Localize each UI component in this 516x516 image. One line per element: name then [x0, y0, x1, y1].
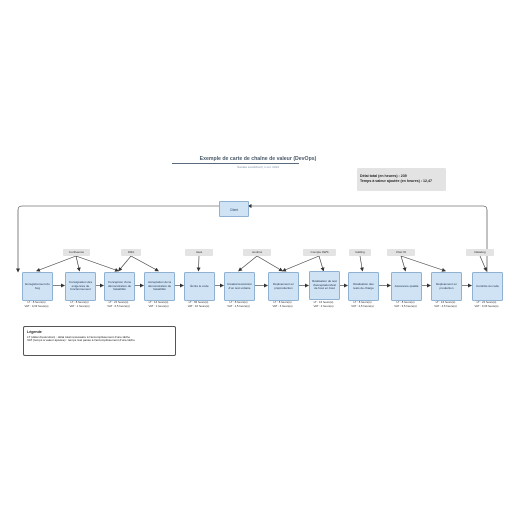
step-times [386, 301, 426, 308]
process-step-label: Acceptation de la démonstration de faisabilité [147, 280, 172, 292]
process-step-label: Assurance qualité [394, 283, 419, 288]
tool-link [131, 256, 159, 271]
process-step-label: Consignation des exigences de fonctionnement [68, 280, 93, 292]
tool-link [199, 256, 200, 271]
step-value-added-time: VAT : 4 heure(s) [272, 303, 293, 308]
step-lead-time: LT : 8 heure(s) [353, 300, 372, 304]
step-value-added-time: VAT : 3,5 heure(s) [394, 303, 417, 308]
tool-link [480, 256, 487, 271]
step-times [467, 301, 507, 308]
step-lead-time: LT : 8 heure(s) [229, 300, 248, 304]
process-step-label: Création/exécution d'un test unitaire [226, 281, 252, 290]
tool-confluence: Confluence [63, 249, 90, 256]
step-lead-time: LT : 8 heure(s) [70, 300, 89, 304]
step-value-added-time: VAT : 4,5 heure(s) [434, 303, 457, 308]
step-value-added-time: VAT : 2,5 heure(s) [351, 303, 374, 308]
step-times [219, 301, 259, 308]
step-lead-time: LT : 16 heure(s) [435, 300, 456, 304]
lead-time-total: Délai total (en heures) : 239 [360, 174, 407, 178]
legend-box [23, 326, 176, 356]
tool-link [37, 256, 77, 271]
diagram-subtitle: Société Lucidchart | 1 oct. 2013 [237, 165, 279, 169]
process-step [472, 272, 503, 301]
tool-chef-io: Chef.IO [387, 249, 415, 256]
process-step [391, 272, 422, 301]
process-step-label: Écrire le code [190, 283, 209, 288]
process-step [309, 271, 340, 300]
tool-gatling: Gatling [349, 249, 371, 256]
process-step [184, 272, 215, 301]
client-node [219, 201, 249, 217]
legend-lt-definition: LT (délai d'exécution) : délai total nécessaire à l'accomplissement d'une tâche [27, 334, 130, 339]
step-lead-time: LT : 8 heure(s) [273, 300, 292, 304]
tool-jira: JIRA [121, 249, 141, 256]
tool-link [319, 256, 324, 271]
step-value-added-time: VAT : 1 heure(s) [69, 303, 90, 308]
step-value-added-time: VAT : 0,33 heure(s) [24, 303, 49, 308]
step-lead-time: LT : 8 heure(s) [396, 300, 415, 304]
step-value-added-time: VAT : 16 heure(s) [187, 303, 210, 308]
tool-link [360, 256, 363, 271]
step-value-added-time: VAT : 0,33 heure(s) [474, 303, 499, 308]
step-value-added-time: VAT : 1 heure(s) [148, 303, 169, 308]
step-value-added-time: VAT : 4 heure(s) [313, 303, 334, 308]
process-step-label: Enregistrement du bug [25, 281, 50, 290]
tool-link [283, 256, 320, 271]
tool-link [76, 256, 119, 271]
process-step [22, 272, 53, 301]
tool-aws-account: Compte AWS [303, 249, 336, 256]
tool-link [239, 256, 258, 271]
diagram-title: Exemple de carte de chaîne de valeur (DevOps) [199, 156, 317, 162]
process-step [104, 272, 135, 301]
step-times [343, 301, 383, 308]
legend-title: Légende [27, 329, 42, 334]
process-step-label: Contrôle du code [476, 283, 499, 288]
step-lead-time: LT : 8 heure(s) [27, 300, 46, 304]
step-times [99, 301, 139, 308]
process-step-label: Déploiement en production [435, 281, 457, 290]
step-times [179, 301, 219, 308]
client-label: Client [229, 208, 239, 212]
process-step [65, 272, 96, 301]
tool-jenkins: Jenkins [243, 249, 271, 256]
step-value-added-time: VAT : 0,5 heure(s) [107, 303, 130, 308]
process-step [224, 272, 255, 301]
process-step [268, 272, 299, 301]
tool-java: Java [185, 249, 213, 256]
process-step [348, 272, 379, 301]
step-lead-time: LT : 16 heure(s) [313, 300, 334, 304]
process-step [144, 272, 175, 301]
step-times [139, 301, 179, 308]
tool-link [76, 256, 80, 271]
step-times [17, 301, 57, 308]
tool-datadog: Datadog [466, 249, 494, 256]
tool-link [257, 256, 283, 271]
step-times [304, 301, 344, 308]
process-step-label: Déploiement en préproduction [272, 281, 294, 290]
step-times [60, 301, 100, 308]
process-step-label: Conception d'une démonstration de faisabilité [107, 280, 132, 292]
tool-link [119, 256, 132, 271]
step-times [426, 301, 466, 308]
step-lead-time: LT : 24 heure(s) [476, 300, 497, 304]
process-step-label: Réalisation des tests de charge [353, 281, 374, 290]
step-lead-time: LT : 24 heure(s) [108, 300, 129, 304]
tool-link [401, 256, 406, 271]
step-times [263, 301, 303, 308]
step-value-added-time: VAT : 1,5 heure(s) [227, 303, 250, 308]
process-step [431, 272, 462, 301]
tool-link [401, 256, 446, 271]
legend-vat-definition: VAT (temps à valeur ajoutée) : temps réel passé à l'accomplissement d'une tâche [27, 338, 135, 343]
process-step-label: Réalisation de test d'acceptation/test de bout en bout [312, 279, 337, 291]
step-lead-time: LT : 16 heure(s) [148, 300, 169, 304]
step-lead-time: LT : 96 heure(s) [188, 300, 209, 304]
value-added-total: Temps à valeur ajoutée (en heures) : 12,47 [360, 179, 433, 183]
